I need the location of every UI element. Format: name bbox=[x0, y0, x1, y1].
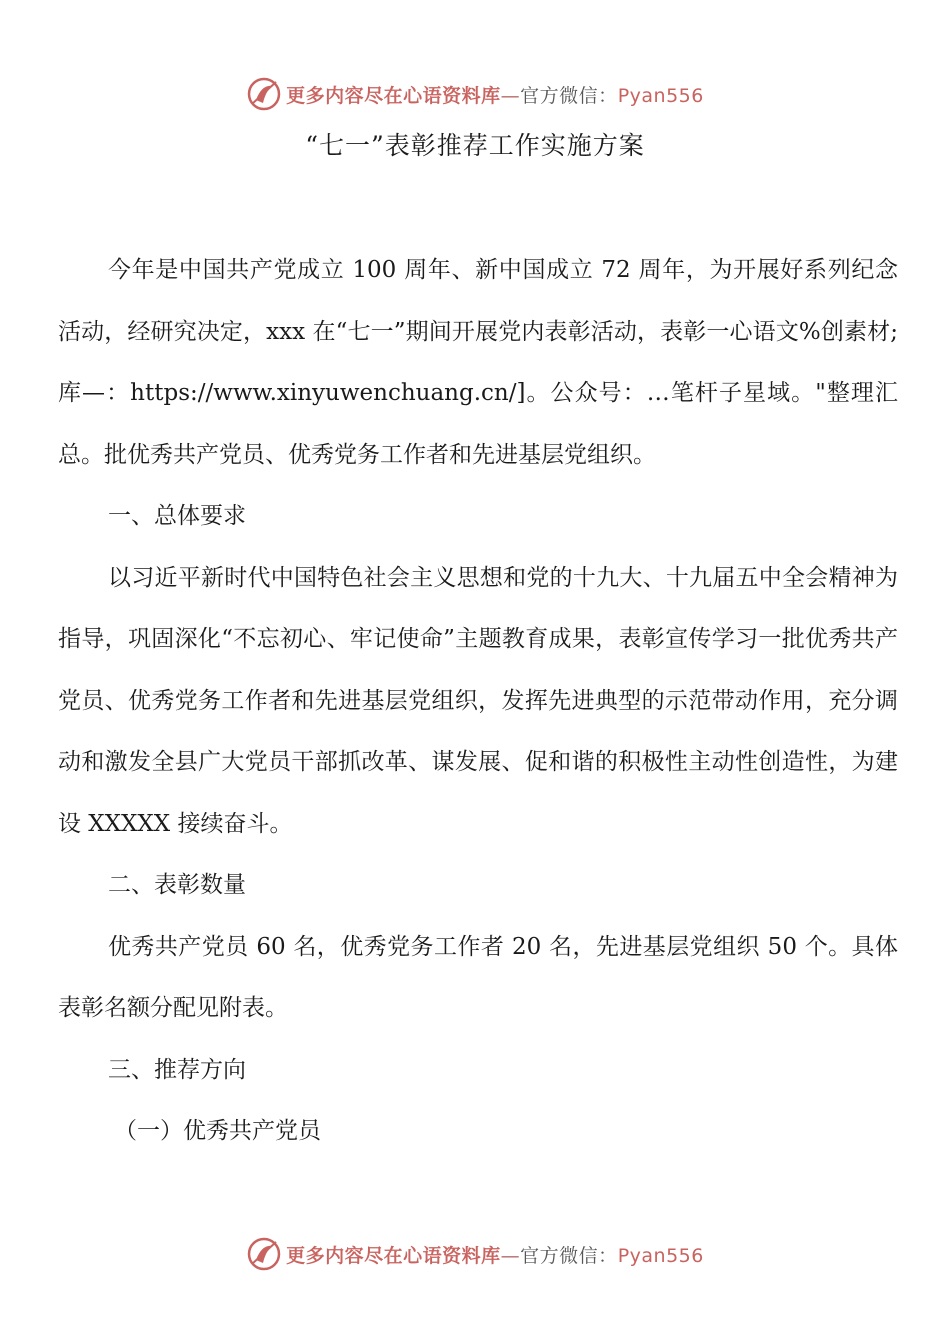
watermark-text bbox=[286, 1241, 704, 1268]
section-paragraph-2: 优秀共产党员 60 名，优秀党务工作者 20 名，先进基层党组织 50 个。具体表彰名额分配见附表。 bbox=[58, 933, 898, 1021]
document-body bbox=[58, 240, 898, 1163]
section-heading-1: 一、总体要求 bbox=[108, 503, 246, 529]
watermark-header bbox=[0, 72, 950, 116]
watermark-handle: Pyan556 bbox=[617, 1244, 704, 1267]
watermark-site: 更多内容尽在心语资料库 bbox=[286, 84, 501, 107]
library-logo-icon bbox=[246, 1236, 282, 1272]
intro-paragraph: 今年是中国共产党成立 100 周年、新中国成立 72 周年，为开展好系列纪念活动，经研究决定，xxx 在“七一”期间开展党内表彰活动，表彰一心语文%创素材;库—：https://www.xinyuwenchuang.cn/]。公众号：…笔杆子星域。"整理汇总。批优秀共产党员、优秀党务工作者和先进基层党组织。 bbox=[58, 257, 898, 468]
watermark-wechat-label: 官方微信： bbox=[520, 84, 618, 107]
watermark-dash: — bbox=[500, 84, 521, 107]
library-logo-icon bbox=[246, 76, 282, 112]
document-title: “七一”表彰推荐工作实施方案 bbox=[305, 131, 645, 160]
subsection-heading-1: （一）优秀共产党员 bbox=[114, 1118, 321, 1144]
watermark-site: 更多内容尽在心语资料库 bbox=[286, 1244, 501, 1267]
watermark-text bbox=[286, 81, 704, 108]
watermark-footer bbox=[0, 1232, 950, 1276]
section-heading-2: 二、表彰数量 bbox=[108, 872, 246, 898]
section-heading-3: 三、推荐方向 bbox=[108, 1056, 246, 1083]
watermark-wechat-label: 官方微信： bbox=[520, 1244, 618, 1267]
watermark-dash: — bbox=[500, 1244, 521, 1267]
watermark-handle: Pyan556 bbox=[617, 84, 704, 107]
section-paragraph-1: 以习近平新时代中国特色社会主义思想和党的十九大、十九届五中全会精神为指导，巩固深化“不忘初心、牢记使命”主题教育成果，表彰宣传学习一批优秀共产党员、优秀党务工作者和先进基层党组织，发挥先进典型的示范带动作用，充分调动和激发全县广大党员干部抓改革、谋发展、促和谐的积极性主动性创造性，为建设 XXXXX 接续奋斗。 bbox=[58, 564, 898, 837]
